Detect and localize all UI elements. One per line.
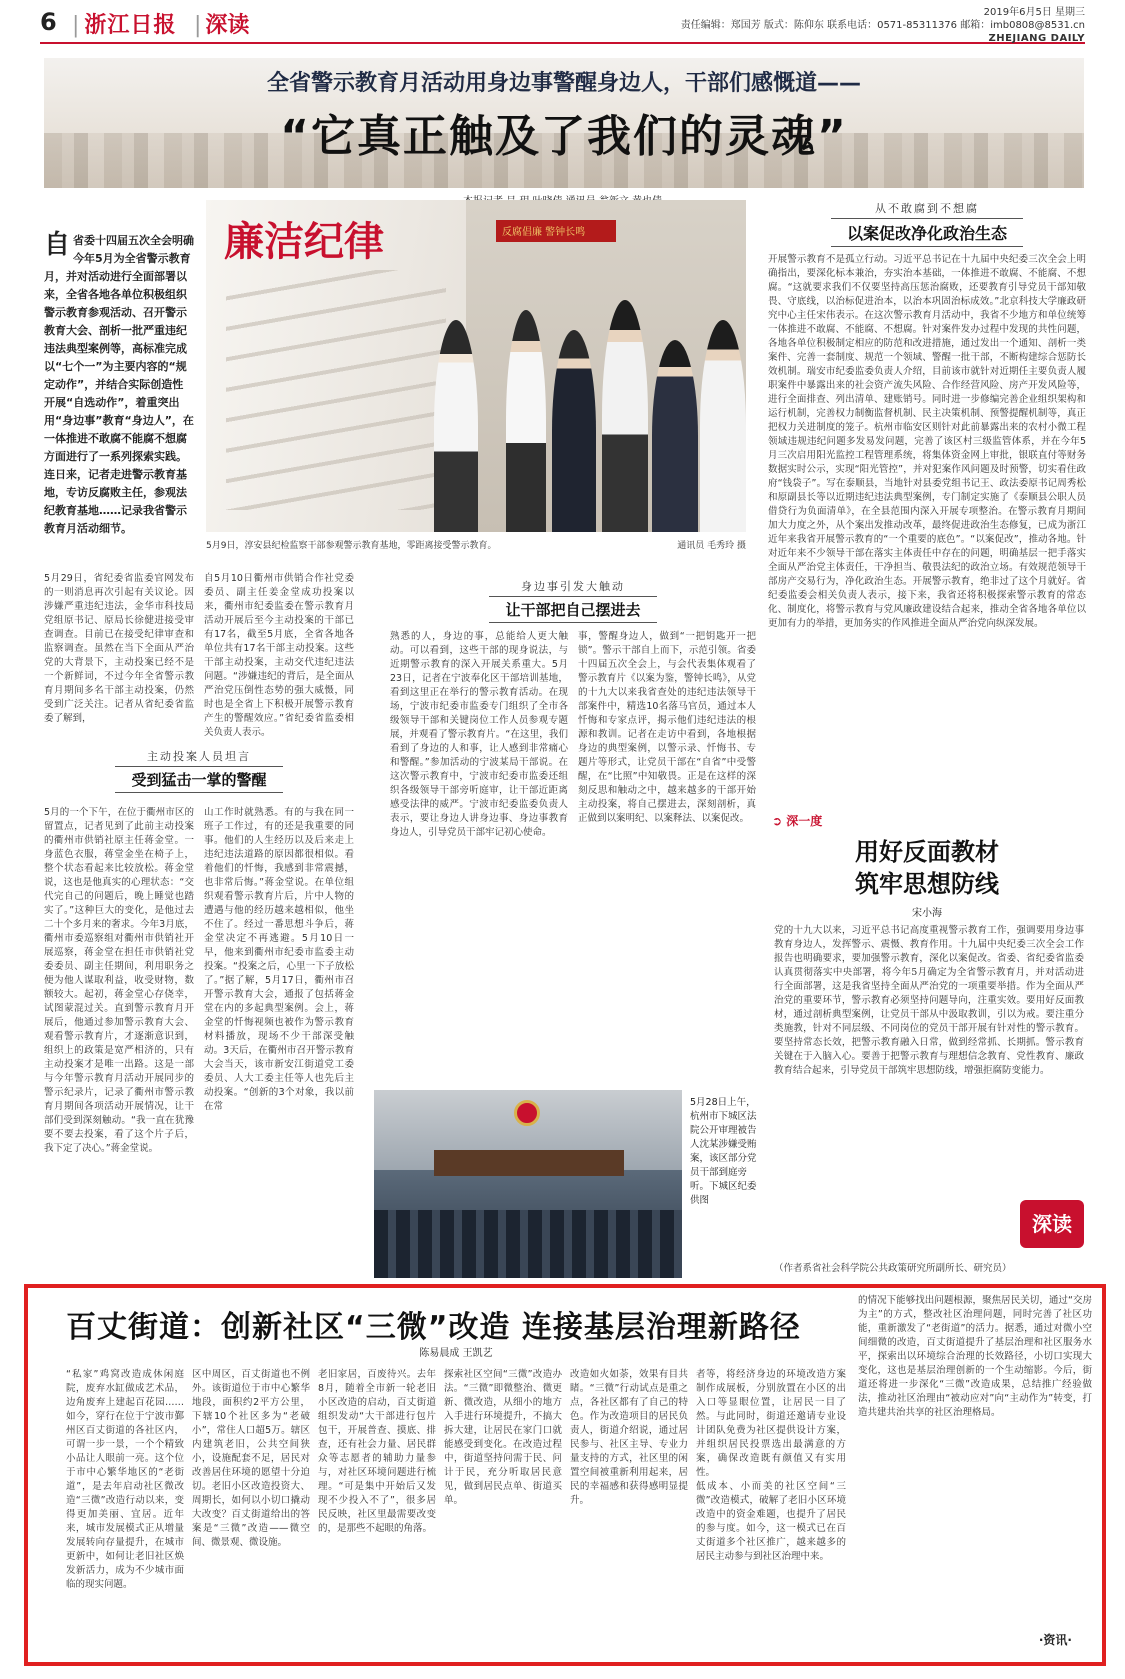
court-photo — [374, 1090, 682, 1278]
subhead-right — [768, 200, 1086, 247]
photo-wall — [206, 200, 466, 532]
lede-text: 省委十四届五次全会明确今年5月为全省警示教育月，并对活动进行全面部署以来，全省各地各单位积极组织警示教育参观活动、召开警示教育大会、剖析一批严重违纪违法典型案例等，高标准完成以“七个一”为主要内容的“规定动作”，并结合实际创造性开展“自选动作”，着重突出用“身边事”教育“身边人”，在一体推进不敢腐不能腐不想腐方面进行了一系列探索实践。连日来，记者走进警示教育基地，专访反腐败主任，参观法纪教育基地……记录我省警示教育月活动细节。 — [44, 234, 195, 535]
hero-subtitle: 全省警示教育月活动用身边事警醒身边人，干部们感慨道—— — [266, 71, 861, 96]
photo-red-banner: 反腐倡廉 警钟长鸣 — [496, 220, 616, 242]
column-1-lower: 5月的一个下午，在位于衢州市区的留置点，记者见到了此前主动投案的衢州市供销社原主任蒋金堂。一身蓝色衣服，蒋堂金坐在椅子上，整个状态看起来比较放松。蒋金堂说，这也是他真实的心理状态：“交代完自己的问题后，晚上睡觉也踏实了。”这种巨大的变化，是他过去二十个多月来的奢求。今年3月底，衢州市委巡察组对衢州市供销社开展巡察，蒋金堂在担任市供销社党委委员、副主任期间，利用职务之便为他人谋取利益，收受财物，数额较大。起初，蒋金堂心存侥幸，试图蒙混过关。直到警示教育月开展后，他通过参加警示教育大会、观看警示教育片，才逐渐意识到，组织上的政策是宽严相济的，只有主动投案才是唯一出路。这是一部与今年警示教育月活动开展同步的警示纪录片，记录了衢州市警示教育月期间各项活动开展情况，让干部们受到深刻触动。“我一直在犹豫要不要去投案，看了这个片子后，我下定了决心。”蒋金堂说。 — [44, 807, 194, 1154]
bottom-article-byline: 陈易晨成 王凯艺 — [419, 1348, 493, 1359]
court-bench — [434, 1150, 624, 1176]
main-photo-caption: 5月9日，淳安县纪检监察干部参观警示教育基地，零距离接受警示教育。 通讯员 毛秀玲 摄 — [206, 538, 746, 551]
subhead-title: 受到猛击一掌的警醒 — [115, 766, 282, 793]
person-visitor — [700, 320, 746, 532]
deep-dive-footer: （作者系省社会科学院公共政策研究所副所长、研究员） — [774, 1263, 1012, 1274]
person-guide — [434, 320, 478, 532]
subhead-kicker: 身边事引发大触动 — [521, 580, 625, 593]
bottom-column-2: 区中周区，百丈街道也不例外。该街道位于市中心繁华地段，面积约2平方公里，下辖10个社区多为“老破小”，常住人口超5万。辖区内建筑老旧，公共空间狭小，设施配套不足，居民对改善居住环境的愿望十分迫切。老旧小区改造投资大、周期长，如何以小切口撬动大改变？百丈街道给出的答案是“三微”改造——微空间、微景观、微设施。 — [192, 1369, 310, 1548]
hero-banner — [44, 58, 1084, 188]
subhead-title: 让干部把自己摆进去 — [489, 596, 656, 623]
deep-dive-label: ➲ 深一度 — [772, 814, 823, 828]
deep-dive-title: 用好反面教材 筑牢思想防线 — [855, 838, 999, 898]
lede-paragraph — [44, 232, 194, 538]
photo-wall-lines — [226, 270, 446, 510]
hero-title: “它真正触及了我们的灵魂” — [280, 111, 848, 162]
editor-info: 责任编辑：郑国芳 版式：陈仰东 联系电话：0571-85311376 邮箱：imb0808@8531.cn — [680, 20, 1085, 31]
page-number: 6 — [40, 8, 57, 36]
person-visitor — [652, 340, 698, 532]
header-info — [681, 6, 1085, 45]
bottom-column-6: 者等，将经济身边的环境改造方案制作成展板，分别放置在小区的出入口等显眼位置，让居民一目了然。与此同时，街道还邀请专业设计团队免费为社区提供设计方案，并组织居民投票选出最满意的方案，确保改造既有颜值又有实用性。 低成本、小而美的社区空间“三微”改造模式，破解了老旧小区环境改造中的资金难题，也提升了居民的参与度。如今，这一模式已在百丈街道多个社区推广，越来越多的居民主动参与到社区治理中来。 — [696, 1369, 846, 1562]
section-name: | 深读 — [194, 13, 250, 38]
subhead-kicker: 从不敢腐到不想腐 — [875, 202, 979, 215]
right-column — [768, 200, 1086, 813]
court-photo-caption: 5月28日上午，杭州市下城区法院公开审理被告人沈某涉嫌受贿案，该区部分党员干部到庭旁听。下城区纪委供图 — [690, 1097, 757, 1206]
court-audience — [374, 1210, 682, 1278]
bottom-article — [24, 1284, 1106, 1666]
person-visitor — [552, 330, 596, 532]
deep-dive-text: 党的十九大以来，习近平总书记高度重视警示教育工作，强调要用身边事教育身边人，发挥警示、震慑、教育作用。十九届中央纪委三次全会工作报告也明确要求，要加强警示教育，深化以案促改。省委、省纪委省监委认真贯彻落实中央部署，将今年5月确定为全省警示教育月，并对活动进行全面部署，这是我省坚持全面从严治党的一项重要举措。作为全面从严治党的重要环节，警示教育必须坚持问题导向，注重实效。要用好反面教材，通过剖析典型案例，让党员干部从中汲取教训，引以为戒。要注重分类施教，针对不同层级、不同岗位的党员干部开展有针对性的警示教育。要坚持常态长效，把警示教育融入日常，做到经常抓、长期抓。警示教育关键在于入脑入心。要善于把警示教育与理想信念教育、党性教育、廉政教育结合起来，引导党员干部筑牢思想防线，增强拒腐防变能力。 — [774, 925, 1084, 1076]
column-2-upper: 自5月10日衢州市供销合作社党委委员、副主任姜金堂成功投案以来，衢州市纪委监委在警示教育月活动开展后至今主动投案的干部已有17名，截至5月底，全省各地各单位共有17名干部主动投案。这些干部主动投案，主动交代违纪违法问题。“涉嫌违纪的背后，是全面从严治党压倒性态势的强大威慑，同时也是全省上下积极开展警示教育产生的警醒效应。”省纪委省监委相关负责人表示。 — [204, 573, 354, 738]
shendu-badge: 深读 — [1020, 1200, 1084, 1248]
main-photo — [206, 200, 746, 532]
column-3-text: 熟悉的人，身边的事，总能给人更大触动。可以看到，这些干部的现身说法，与近期警示教育的深入开展关系重大。5月23日，记者在宁波奉化区干部培训基地，看到这里正在举行的警示教育活动。在现场，宁波市纪委市监委专门组织了全市各级领导干部和关键岗位工作人员参观专题展，并观看了警示教育片。“在这里，我们看到了身边的人和事，让人感到非常痛心和警醒。”参加活动的宁波某局干部说。在这次警示教育中，宁波市纪委市监委还组织各级领导干部旁听庭审，让干部近距离感受法律的威严。宁波市纪委监委负责人表示，要让身边人讲身边事、身边事教育身边人，引导党员干部牢记初心使命。 — [390, 631, 568, 838]
column-2-lower: 山工作时就熟悉。有的与我在同一班子工作过，有的还是我重要的同事。他们的人生经历以及后来走上违纪违法道路的原因都很相似。看着他们的忏悔，我感到非常震撼，也非常后悔。”蒋金堂说。在单位组织观看警示教育片后，片中人物的遭遇与他的经历越来越相似，他坐不住了。经过一番思想斗争后，蒋金堂决定不再逃避。5月10日一早，他来到衢州市纪委市监委主动投案。“投案之后，心里一下子放松了。”据了解，5月17日，衢州市召开警示教育大会，通报了包括蒋金堂在内的多起典型案例。会上，蒋金堂的忏悔视频也被作为警示教育材料播放，现场不少干部深受触动。3天后，在衢州市召开警示教育大会当天，该市新安江街道党工委委员、人大工委主任等人也先后主动投案。“创新的3个对象，我以前在常 — [204, 807, 354, 1112]
subhead-1 — [390, 578, 756, 623]
photo-wall-text: 廉洁纪律 — [224, 219, 384, 265]
bottom-article-sign: ·资讯· — [1038, 1633, 1072, 1647]
subhead-2 — [44, 748, 354, 793]
paper-name-en: ZHEJIANG DAILY — [988, 33, 1085, 44]
bottom-column-4: 探索社区空间“三微”改造办法。“三微”即微整治、微更新、微改造，从细小的地方入手进行环境提升，不搞大拆大建，让居民在家门口就能感受到变化。在改造过程中，街道坚持问需于民、问计于民，充分听取居民意见，做到居民点单、街道买单。 — [444, 1369, 562, 1506]
court-emblem-icon — [514, 1100, 540, 1126]
column-1-upper: 5月29日，省纪委省监委官网发布的一则消息再次引起有关议论。因涉嫌严重违纪违法，金华市科技局党组原书记、原局长徐健进接受审查调查。目前已在接受纪律审查和监察调查。虽然在当下全面从严治党的大背景下，主动投案已经不是一个新鲜词，不过今年全省警示教育月期间多名干部主动投案，仍然受到广泛关注。记者从省纪委省监委了解到， — [44, 573, 194, 724]
paper-name: | 浙江日报 — [72, 12, 177, 38]
right-column-text: 开展警示教育不是孤立行动。习近平总书记在十九届中央纪委三次全会上明确指出，要深化标本兼治，夯实治本基础，一体推进不敢腐、不能腐、不想腐。“这就要求我们不仅要坚持高压惩治腐败，还要教育引导党员干部知敬畏、守底线，以治标促进治本，以治本巩固治标成效。”北京科技大学廉政研究中心主任宋伟表示。在这次警示教育月活动中，我省不少地方和单位统筹一体推进不敢腐、不能腐、不想腐。针对案件发办过程中发现的共性问题，各地各单位积极制定相应的防范和改进措施，通过发出一个通知、剖析一类案件、完善一套制度、规范一个领域、警醒一批干部，不断构建综合惩防长效机制。瑞安市纪委监委负责人介绍，目前该市就针对近期任主要负责人履职案件中暴露出来的社会资产流失风险、合作经营风险、房产开发风险等，进行全面排查、列出清单、建账销号。同时进一步修编完善企业组织架构和运行机制，完善权力制衡监督机制、民主决策机制、预警提醒机制等，真正把权力关进制度的笼子。杭州市临安区则针对此前暴露出来的农村小微工程领域违规违纪问题多发易发问题，完善了该区村三级监管体系，并在今年5月三次启用阳光监控工程管理系统，将集体资金网上审批，银联直付等财务数据实时公示，实现“阳光管控”，并对犯案作风问题及时预警，切实看住政府“钱袋子”。写在泰顺县，当地针对县委党组书记王、政法委原书记周秀松和原副县长等以近期违纪违法典型案例，专门制定实施了《泰顺县公职人员借贷行为负面清单》，在全县范围内深入开展专项整治。在警示教育月期间加大力度之外，从个案出发推动改革，最终促进政治生态修复，已成为浙江近年来我省开展警示教育的“一个重要的底色”。“以案促改”，推动各地。针对近年来不少领导干部在落实主体责任中存在的问题，明确基层一把手落实全面从严治党主体责任，干净担当、敬畏法纪的政治立场。有效规范领导干部房产交易行为，净化政治生态。开展警示教育，绝非过了这个月就好。省纪委监委会相关负责人表示，接下来，我省还将积极探索警示教育的常态化、制度化，将警示教育与党风廉政建设结合起来，推动全省各地各单位以更加有力的举措，更加务实的作风推进全面从严治党向纵深发展。 — [768, 254, 1086, 629]
masthead — [40, 6, 1085, 44]
bottom-column-1: “私家”鸡窝改造成休闲庭院，废弃水缸做成艺术品，边角废弃上建起百花园……如今，穿行在位于宁波市鄞州区百丈街道的各社区内，可谓一步一景，一个个精致小品让人眼前一亮。这个位于市中心繁华地区的“老街道”，是去年启动社区微改造“三微”改造行动以来，变得更加美丽、宜居。近年来，城市发展模式正从增量发展转向存量提升，在城市更新中，如何让老旧社区焕发新活力，成为不少城市面临的现实问题。 — [66, 1369, 184, 1590]
bottom-column-5: 改造如火如荼，效果有目共睹。“三微”行动试点是重之点，各社区都有了自己的特色。作为改造项目的居民负责人，街道介绍说，通过居民参与、社区主导、专业力量支持的方式，社区里的闲置空间被重新利用起来，居民的幸福感和获得感明显提升。 — [570, 1369, 688, 1506]
bottom-article-title: 百丈街道：创新社区“三微”改造 连接基层治理新路径 — [66, 1310, 801, 1345]
column-4-text: 事，警醒身边人，做到“一把钥匙开一把锁”。警示干部自上而下，示范引领。省委十四届五次全会上，与会代表集体观看了警示教育片《以案为鉴，警钟长鸣》，从党的十九大以来我省查处的违纪违法领导干部案件中，精选10名落马官员，通过本人忏悔和专家点评，揭示他们违纪违法的根源和教训。记者在走访中看到，各地根据身边的典型案例，以警示录、忏悔书、专题片等形式，让党员干部在“自省”中受警醒，在“比照”中知敬畏。正是在这样的深刻反思和触动之中，越来越多的干部开始主动投案，将自己摆进去，深刻剖析，真正做到以案明纪、以案释法、以案促改。 — [578, 631, 756, 824]
issue-date: 2019年6月5日 星期三 — [983, 7, 1085, 18]
bottom-column-right: 的情况下能够找出问题根源，聚焦居民关切，通过“交房为主”的方式，整改社区治理问题，同时完善了社区功能，重新激发了“老街道”的活力。据悉，通过对微小空间细微的改造，百丈街道提升了基层治理和社区服务水平，探索出以环境综合治理的长效路径，小切口实现大变化，这也是基层治理创新的一个生动缩影。今后，街道还将进一步深化“三微”改造成果，总结推广经验做法，推动社区治理由“被动应对”向“主动作为”转变，打造共建共治共享的社区治理格局。 — [858, 1295, 1092, 1418]
photo-credit: 通讯员 毛秀玲 摄 — [677, 541, 746, 551]
person-visitor — [602, 300, 648, 532]
subhead-title: 以案促改净化政治生态 — [831, 218, 1023, 247]
bottom-column-3: 老旧家居，百废待兴。去年8月，随着全市新一轮老旧小区改造的启动，百丈街道组织发动“大干部进行包片包干，开展普查、摸底、排查，还有社会力量、居民群众等志愿者的辅助力量参与，对社区环境问题进行梳理。“可是集中开始后又发现不少投入不了”，很多居民反映，社区里最需要改变的，是那些不起眼的角落。 — [318, 1369, 436, 1534]
person-visitor — [506, 310, 546, 532]
drop-cap: 自 — [44, 230, 71, 260]
deep-dive-author: 宋小海 — [912, 908, 942, 919]
subhead-kicker: 主动投案人员坦言 — [147, 750, 251, 763]
